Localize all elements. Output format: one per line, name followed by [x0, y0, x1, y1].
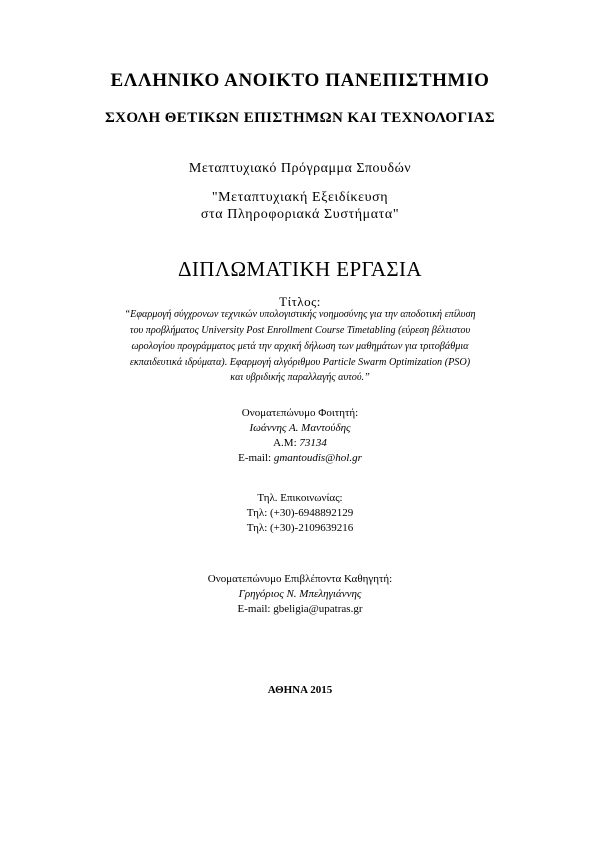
- supervisor-name: Γρηγόριος Ν. Μπεληγιάννης: [238, 588, 362, 600]
- thesis-title-line: εκπαιδευτικά ιδρύματα). Εφαρμογή αλγόριθμου Particle Swarm Optimization (PSO): [129, 357, 471, 368]
- contact-phone-2: Τηλ: (+30)-2109639216: [246, 522, 354, 534]
- title-label: Τίτλος:: [279, 294, 321, 309]
- student-label: Ονοματεπώνυμο Φοιτητή:: [241, 407, 359, 419]
- student-email-label: E-mail:: [238, 452, 272, 464]
- thesis-title-line: “Εφαρμογή σύγχρονων τεχνικών υπολογιστικής νοημοσύνης για την αποδοτική επίλυση: [124, 309, 476, 320]
- thesis-title-line: και υβριδικής παραλλαγής αυτού.”: [230, 372, 370, 383]
- school-name: ΣΧΟΛΗ ΘΕΤΙΚΩΝ ΕΠΙΣΤΗΜΩΝ ΚΑΙ ΤΕΧΝΟΛΟΓΙΑΣ: [104, 110, 496, 126]
- student-name: Ιωάννης Α. Μαντούδης: [249, 422, 351, 434]
- program-name: Μεταπτυχιακό Πρόγραμμα Σπουδών: [188, 161, 412, 176]
- thesis-title-line: του προβλήματος University Post Enrollment Course Timetabling (εύρεση βέλτιστου: [129, 325, 471, 336]
- thesis-heading: ΔΙΠΛΩΜΑΤΙΚΗ ΕΡΓΑΣΙΑ: [178, 257, 422, 281]
- contact-label: Τηλ. Επικοινωνίας:: [257, 492, 343, 504]
- specialization-line-2: στα Πληροφοριακά Συστήματα": [200, 207, 400, 222]
- place-year: ΑΘΗΝΑ 2015: [267, 684, 333, 696]
- student-email-value: gmantoudis@hol.gr: [273, 452, 362, 464]
- supervisor-label: Ονοματεπώνυμο Επιβλέποντα Καθηγητή:: [207, 573, 393, 585]
- student-id-value: 73134: [299, 437, 327, 449]
- contact-phone-1: Τηλ: (+30)-6948892129: [246, 507, 354, 519]
- thesis-title-line: ωρολογίου προγράμματος μετά την αρχική δήλωση των μαθημάτων για τριτοβάθμια: [131, 341, 469, 352]
- student-id: [0, 437, 600, 449]
- student-id-label: Α.Μ:: [273, 437, 297, 449]
- university-name: ΕΛΛΗΝΙΚΟ ΑΝΟΙΚΤΟ ΠΑΝΕΠΙΣΤΗΜΙΟ: [110, 70, 490, 91]
- student-email: [0, 452, 600, 464]
- supervisor-email: E-mail: gbeligia@upatras.gr: [237, 603, 363, 615]
- specialization-line-1: "Μεταπτυχιακή Εξειδίκευση: [211, 190, 389, 205]
